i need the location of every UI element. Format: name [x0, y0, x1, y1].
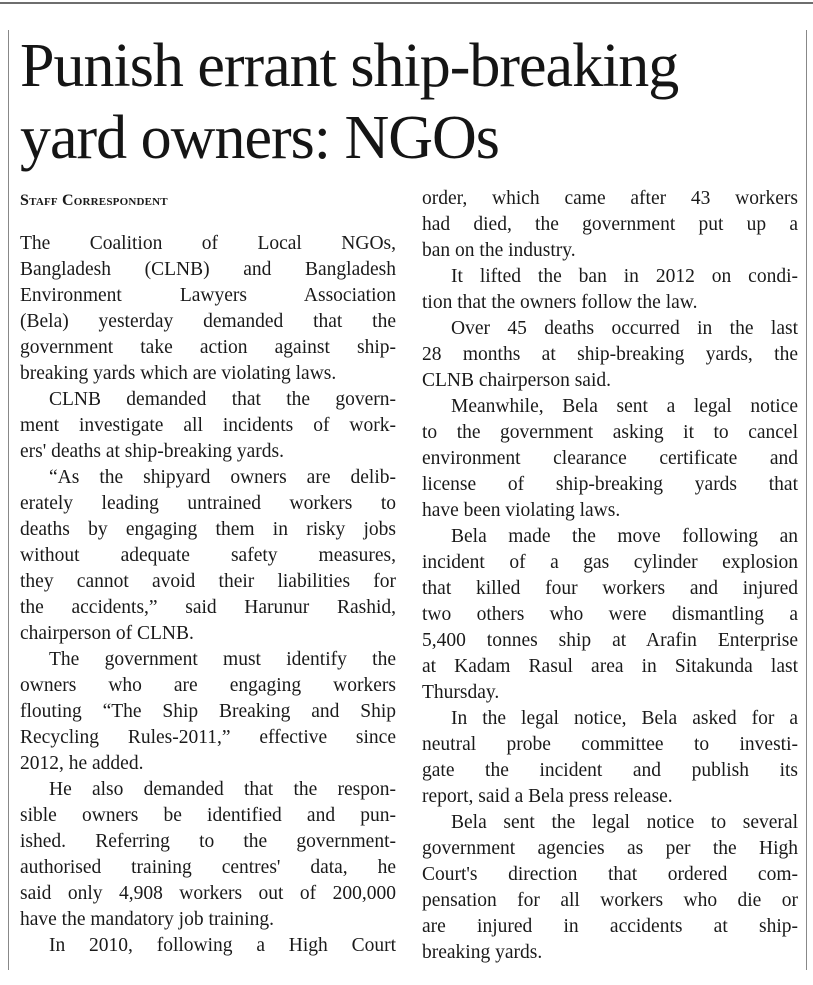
text-line: to the government asking it to cancel: [422, 422, 798, 443]
text-line: Recycling Rules-2011,” effective since: [20, 727, 396, 748]
text-line: erately leading untrained workers to: [20, 493, 396, 514]
text-line: owners who are engaging workers: [20, 675, 396, 696]
text-line: two others who were dismantling a: [422, 604, 798, 625]
text-line: have the mandatory job training.: [20, 909, 274, 930]
text-line: Over 45 deaths occurred in the last: [451, 318, 798, 339]
text-line: The Coalition of Local NGOs,: [20, 233, 396, 254]
text-line: deaths by engaging them in risky jobs: [20, 519, 396, 540]
headline-line-2: yard owners: NGOs: [20, 104, 499, 172]
text-line: 28 months at ship-breaking yards, the: [422, 344, 798, 365]
text-line: without adequate safety measures,: [20, 545, 396, 566]
article-column-2: [422, 186, 798, 966]
text-line: had died, the government put up a: [422, 214, 798, 235]
text-line: Environment Lawyers Association: [20, 285, 396, 306]
text-line: “As the shipyard owners are delib-: [49, 467, 396, 488]
text-line: pensation for all workers who die or: [422, 890, 798, 911]
text-line: gate the incident and publish its: [422, 760, 798, 781]
text-line: license of ship-breaking yards that: [422, 474, 798, 495]
text-line: authorised training centres' data, he: [20, 857, 396, 878]
text-line: He also demanded that the respon-: [49, 779, 396, 800]
text-line: said only 4,908 workers out of 200,000: [20, 883, 396, 904]
text-line: In the legal notice, Bela asked for a: [451, 708, 798, 729]
headline-line-1: Punish errant ship-breaking: [20, 32, 679, 100]
text-line: ished. Referring to the government-: [20, 831, 396, 852]
text-line: Meanwhile, Bela sent a legal notice: [451, 396, 798, 417]
text-line: 2012, he added.: [20, 753, 144, 774]
text-line: CLNB demanded that the govern-: [49, 389, 396, 410]
text-line: ers' deaths at ship-breaking yards.: [20, 441, 284, 462]
top-rule: [0, 2, 813, 4]
text-line: order, which came after 43 workers: [422, 188, 798, 209]
text-line: that killed four workers and injured: [422, 578, 798, 599]
text-line: breaking yards which are violating laws.: [20, 363, 337, 384]
text-line: environment clearance certificate and: [422, 448, 798, 469]
text-line: flouting “The Ship Breaking and Ship: [20, 701, 396, 722]
text-line: Court's direction that ordered com-: [422, 864, 798, 885]
text-line: Thursday.: [422, 682, 500, 703]
byline: Staff Correspondent: [20, 192, 168, 209]
text-line: have been violating laws.: [422, 500, 621, 521]
left-column-rule: [8, 30, 9, 970]
text-line: It lifted the ban in 2012 on condi-: [451, 266, 798, 287]
text-line: neutral probe committee to investi-: [422, 734, 798, 755]
text-line: at Kadam Rasul area in Sitakunda last: [422, 656, 798, 677]
text-line: chairperson of CLNB.: [20, 623, 194, 644]
text-line: Bela made the move following an: [451, 526, 798, 547]
text-line: CLNB chairperson said.: [422, 370, 612, 391]
article-column-1: [20, 231, 396, 959]
text-line: Bela sent the legal notice to several: [451, 812, 798, 833]
text-line: they cannot avoid their liabilities for: [20, 571, 396, 592]
text-line: government agencies as per the High: [422, 838, 798, 859]
text-line: ment investigate all incidents of work-: [20, 415, 396, 436]
text-line: (Bela) yesterday demanded that the: [20, 311, 396, 332]
text-line: government take action against ship-: [20, 337, 396, 358]
text-line: report, said a Bela press release.: [422, 786, 673, 807]
text-line: tion that the owners follow the law.: [422, 292, 698, 313]
headline: [20, 30, 800, 174]
text-line: incident of a gas cylinder explosion: [422, 552, 798, 573]
text-line: breaking yards.: [422, 942, 543, 963]
text-line: The government must identify the: [49, 649, 396, 670]
text-line: Bangladesh (CLNB) and Bangladesh: [20, 259, 396, 280]
text-line: ban on the industry.: [422, 240, 576, 261]
text-line: In 2010, following a High Court: [49, 935, 396, 956]
text-line: sible owners be identified and pun-: [20, 805, 396, 826]
text-line: the accidents,” said Harunur Rashid,: [20, 597, 396, 618]
text-line: are injured in accidents at ship-: [422, 916, 798, 937]
right-column-rule: [806, 30, 807, 970]
text-line: 5,400 tonnes ship at Arafin Enterprise: [422, 630, 798, 651]
